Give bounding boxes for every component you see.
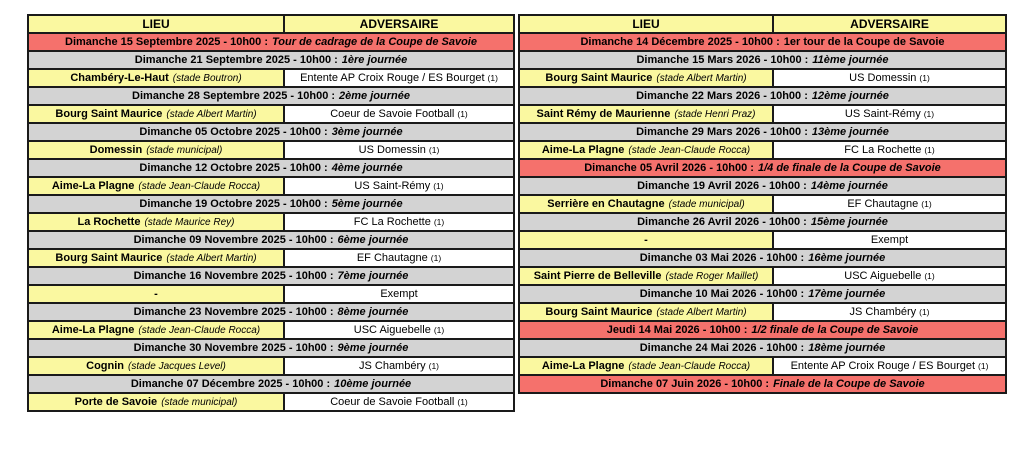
adversaire-name: JS Chambéry [849,305,917,318]
journee-date: Dimanche 12 Octobre 2025 - 10h00 : [139,161,328,174]
cup-date-cell [28,33,514,51]
stade-label: (stade Albert Martin) [656,72,747,84]
journee-date-cell [28,375,514,393]
journee-label: 16ème journée [808,251,886,264]
match-row [28,321,514,339]
team-number: (1) [457,108,468,119]
cup-date: Dimanche 15 Septembre 2025 - 10h00 : [65,35,268,48]
match-row [519,69,1006,87]
journee-row [519,87,1006,105]
lieu-cell [28,177,284,195]
adversaire-name: USC Aiguebelle [844,269,922,282]
match-row [519,357,1006,375]
journee-row [28,87,514,105]
journee-row [519,213,1006,231]
cup-date: Dimanche 14 Décembre 2025 - 10h00 : [580,35,780,48]
journee-date: Dimanche 29 Mars 2026 - 10h00 : [636,125,808,138]
stade-label: (stade Henri Praz) [674,108,756,120]
journee-date: Dimanche 26 Avril 2026 - 10h00 : [637,215,807,228]
journee-date: Dimanche 28 Septembre 2025 - 10h00 : [132,89,336,102]
lieu-cell [28,321,284,339]
match-row [28,69,514,87]
adversaire-cell [284,249,514,267]
lieu-name: Bourg Saint Maurice [55,251,163,264]
adversaire-name: US Domessin [849,71,917,84]
adversaire-cell [284,141,514,159]
match-row-exempt [28,285,514,303]
adversaire-cell [773,267,1006,285]
match-row [519,267,1006,285]
adversaire-name: EF Chautagne [847,197,919,210]
stade-label: (stade Boutron) [172,72,242,84]
match-row [28,141,514,159]
header-row [519,15,1006,33]
journee-date-cell [28,339,514,357]
journee-label: 2ème journée [339,89,410,102]
adversaire-header: ADVERSAIRE [284,15,514,33]
journee-date-cell [519,249,1006,267]
lieu-cell [519,303,773,321]
journee-label: 6ème journée [337,233,409,246]
team-number: (1) [921,198,932,209]
stade-label: (stade municipal) [668,198,745,210]
lieu-cell [519,141,773,159]
journee-label: 15ème journée [810,215,888,228]
team-number: (1) [924,270,935,281]
journee-date-cell [28,231,514,249]
match-row [28,177,514,195]
journee-row [519,123,1006,141]
match-row [28,105,514,123]
cup-row [28,33,514,51]
journee-row [519,339,1006,357]
journee-date-cell [519,213,1006,231]
journee-row [28,51,514,69]
adversaire-name: FC La Rochette [844,143,922,156]
lieu-cell [28,141,284,159]
cup-date-cell [519,33,1006,51]
lieu-name: Bourg Saint Maurice [55,107,163,120]
journee-date: Dimanche 21 Septembre 2025 - 10h00 : [134,53,338,66]
journee-date-cell [519,87,1006,105]
adversaire-name: FC La Rochette [353,215,431,228]
lieu-header: LIEU [519,15,773,33]
adversaire-name: Exempt [870,233,909,246]
lieu-cell [519,105,773,123]
journee-row [519,51,1006,69]
lieu-cell [519,357,773,375]
journee-label: 17ème journée [808,287,886,300]
match-row [519,141,1006,159]
adversaire-name: US Saint-Rémy [354,179,431,192]
journee-date: Dimanche 15 Mars 2026 - 10h00 : [636,53,809,66]
adversaire-name: JS Chambéry [358,359,426,372]
lieu-cell [519,195,773,213]
lieu-cell [28,285,284,303]
journee-date: Dimanche 24 Mai 2026 - 10h00 : [639,341,805,354]
schedule-table-first-half [27,14,515,412]
journee-label: 7ème journée [337,269,409,282]
lieu-cell [28,249,284,267]
adversaire-name: US Saint-Rémy [844,107,921,120]
team-number: (1) [428,144,440,155]
header-row [28,15,514,33]
journee-date-cell [28,195,514,213]
stade-label: (stade Jean-Claude Rocca) [138,324,261,336]
adversaire-name: Entente AP Croix Rouge / ES Bourget [300,71,485,84]
cup-event: Finale de la Coupe de Savoie [773,377,925,390]
journee-label: 18ème journée [808,341,886,354]
team-number: (1) [919,72,930,83]
journee-date: Dimanche 07 Décembre 2025 - 10h00 : [130,377,331,390]
match-row [28,249,514,267]
journee-date: Dimanche 16 Novembre 2025 - 10h00 : [133,269,334,282]
cup-event: 1er tour de la Coupe de Savoie [783,35,945,48]
journee-date: Dimanche 09 Novembre 2025 - 10h00 : [133,233,334,246]
match-row-exempt [519,231,1006,249]
adversaire-name: Exempt [380,287,418,300]
lieu-name: Saint Rémy de Maurienne [536,107,671,120]
match-row [519,195,1006,213]
journee-row [28,375,514,393]
lieu-cell [519,231,773,249]
journee-date-cell [519,51,1006,69]
stade-label: (stade Maurice Rey) [144,216,235,228]
journee-date-cell [28,51,514,69]
schedule-table-second-half [518,14,1007,394]
journee-date: Dimanche 03 Mai 2026 - 10h00 : [639,251,805,264]
journee-label: 1ère journée [341,53,408,66]
adversaire-cell [284,69,514,87]
adversaire-cell [284,105,514,123]
team-number: (1) [923,108,935,119]
lieu-name: Aime-La Plagne [541,359,625,372]
lieu-name: - [154,287,158,300]
journee-date-cell [519,177,1006,195]
team-number: (1) [433,180,444,191]
journee-row [519,249,1006,267]
lieu-name: Chambéry-Le-Haut [70,71,169,84]
match-row [28,393,514,411]
journee-row [28,159,514,177]
match-row [519,105,1006,123]
journee-label: 12ème journée [811,89,889,102]
match-row [28,213,514,231]
lieu-name: Bourg Saint Maurice [545,305,653,318]
journee-label: 5ème journée [331,197,403,210]
journee-date-cell [519,123,1006,141]
journee-date-cell [28,123,514,141]
adversaire-header: ADVERSAIRE [773,15,1006,33]
adversaire-cell [773,357,1006,375]
match-row [28,357,514,375]
journee-date-cell [519,285,1006,303]
lieu-name: La Rochette [77,215,141,228]
journee-date: Dimanche 23 Novembre 2025 - 10h00 : [133,305,334,318]
lieu-cell [28,213,284,231]
lieu-name: Aime-La Plagne [51,323,135,336]
team-number: (1) [978,360,989,371]
adversaire-cell [284,213,514,231]
stade-label: (stade Albert Martin) [656,306,747,318]
stade-label: (stade municipal) [161,396,238,408]
journee-label: 10ème journée [334,377,412,390]
journee-label: 13ème journée [811,125,889,138]
lieu-name: Serrière en Chautagne [547,197,665,210]
lieu-name: Cognin [86,359,125,372]
journee-row [519,285,1006,303]
adversaire-name: EF Chautagne [356,251,428,264]
adversaire-cell [284,285,514,303]
adversaire-name: Coeur de Savoie Football [330,107,455,120]
adversaire-cell [284,321,514,339]
cup-row [519,159,1006,177]
lieu-cell [28,393,284,411]
journee-date: Dimanche 05 Octobre 2025 - 10h00 : [139,125,328,138]
adversaire-name: US Domessin [358,143,426,156]
journee-date-cell [28,87,514,105]
journee-label: 4ème journée [331,161,403,174]
lieu-cell [519,69,773,87]
adversaire-cell [773,231,1006,249]
cup-date: Dimanche 07 Juin 2026 - 10h00 : [600,377,770,390]
journee-date-cell [28,303,514,321]
lieu-cell [28,357,284,375]
journee-label: 8ème journée [337,305,409,318]
match-row [519,303,1006,321]
lieu-name: Aime-La Plagne [541,143,625,156]
journee-row [28,339,514,357]
stade-label: (stade Jacques Level) [128,360,226,372]
journee-date: Dimanche 19 Octobre 2025 - 10h00 : [139,197,328,210]
cup-event: Tour de cadrage de la Coupe de Savoie [272,35,477,48]
adversaire-cell [773,105,1006,123]
adversaire-cell [284,393,514,411]
journee-row [28,267,514,285]
adversaire-cell [773,69,1006,87]
lieu-name: Aime-La Plagne [51,179,135,192]
stade-label: (stade Jean-Claude Rocca) [628,360,751,372]
journee-date-cell [28,159,514,177]
cup-date-cell [519,321,1006,339]
journee-date: Dimanche 30 Novembre 2025 - 10h00 : [133,341,334,354]
cup-date-cell [519,159,1006,177]
stade-label: (stade Jean-Claude Rocca) [138,180,261,192]
team-number: (1) [433,324,445,335]
team-number: (1) [428,360,440,371]
adversaire-cell [284,357,514,375]
lieu-name: Bourg Saint Maurice [545,71,653,84]
cup-date: Dimanche 05 Avril 2026 - 10h00 : [584,161,754,174]
adversaire-name: USC Aiguebelle [353,323,431,336]
journee-label: 3ème journée [331,125,403,138]
lieu-name: Domessin [89,143,143,156]
journee-date-cell [519,339,1006,357]
team-number: (1) [433,216,445,227]
adversaire-cell [773,303,1006,321]
lieu-name: Porte de Savoie [74,395,158,408]
cup-date: Jeudi 14 Mai 2026 - 10h00 : [606,323,748,336]
stade-label: (stade Albert Martin) [166,252,257,264]
cup-row [519,321,1006,339]
lieu-cell [28,105,284,123]
team-number: (1) [919,306,930,317]
journee-row [28,195,514,213]
adversaire-name: Coeur de Savoie Football [330,395,455,408]
journee-label: 9ème journée [337,341,409,354]
lieu-cell [28,69,284,87]
adversaire-cell [284,177,514,195]
journee-row [519,177,1006,195]
journee-date: Dimanche 19 Avril 2026 - 10h00 : [637,179,807,192]
journee-row [28,231,514,249]
team-number: (1) [457,396,468,407]
lieu-name: Saint Pierre de Belleville [533,269,662,282]
adversaire-cell [773,195,1006,213]
cup-row [519,33,1006,51]
journee-row [28,123,514,141]
adversaire-name: Entente AP Croix Rouge / ES Bourget [790,359,976,372]
stade-label: (stade Albert Martin) [166,108,257,120]
team-number: (1) [924,144,935,155]
lieu-cell [519,267,773,285]
journee-label: 14ème journée [810,179,888,192]
lieu-header: LIEU [28,15,284,33]
team-number: (1) [430,252,442,263]
cup-event: 1/2 finale de la Coupe de Savoie [751,323,919,336]
journee-date: Dimanche 22 Mars 2026 - 10h00 : [636,89,808,102]
cup-date-cell [519,375,1006,393]
journee-date-cell [28,267,514,285]
team-number: (1) [487,72,498,83]
stade-label: (stade municipal) [146,144,223,156]
journee-row [28,303,514,321]
cup-row [519,375,1006,393]
lieu-name: - [644,233,648,246]
stade-label: (stade Jean-Claude Rocca) [628,144,751,156]
adversaire-cell [773,141,1006,159]
cup-event: 1/4 de finale de la Coupe de Savoie [757,161,941,174]
journee-label: 11ème journée [812,53,889,66]
journee-date: Dimanche 10 Mai 2026 - 10h00 : [639,287,805,300]
stade-label: (stade Roger Maillet) [665,270,759,282]
